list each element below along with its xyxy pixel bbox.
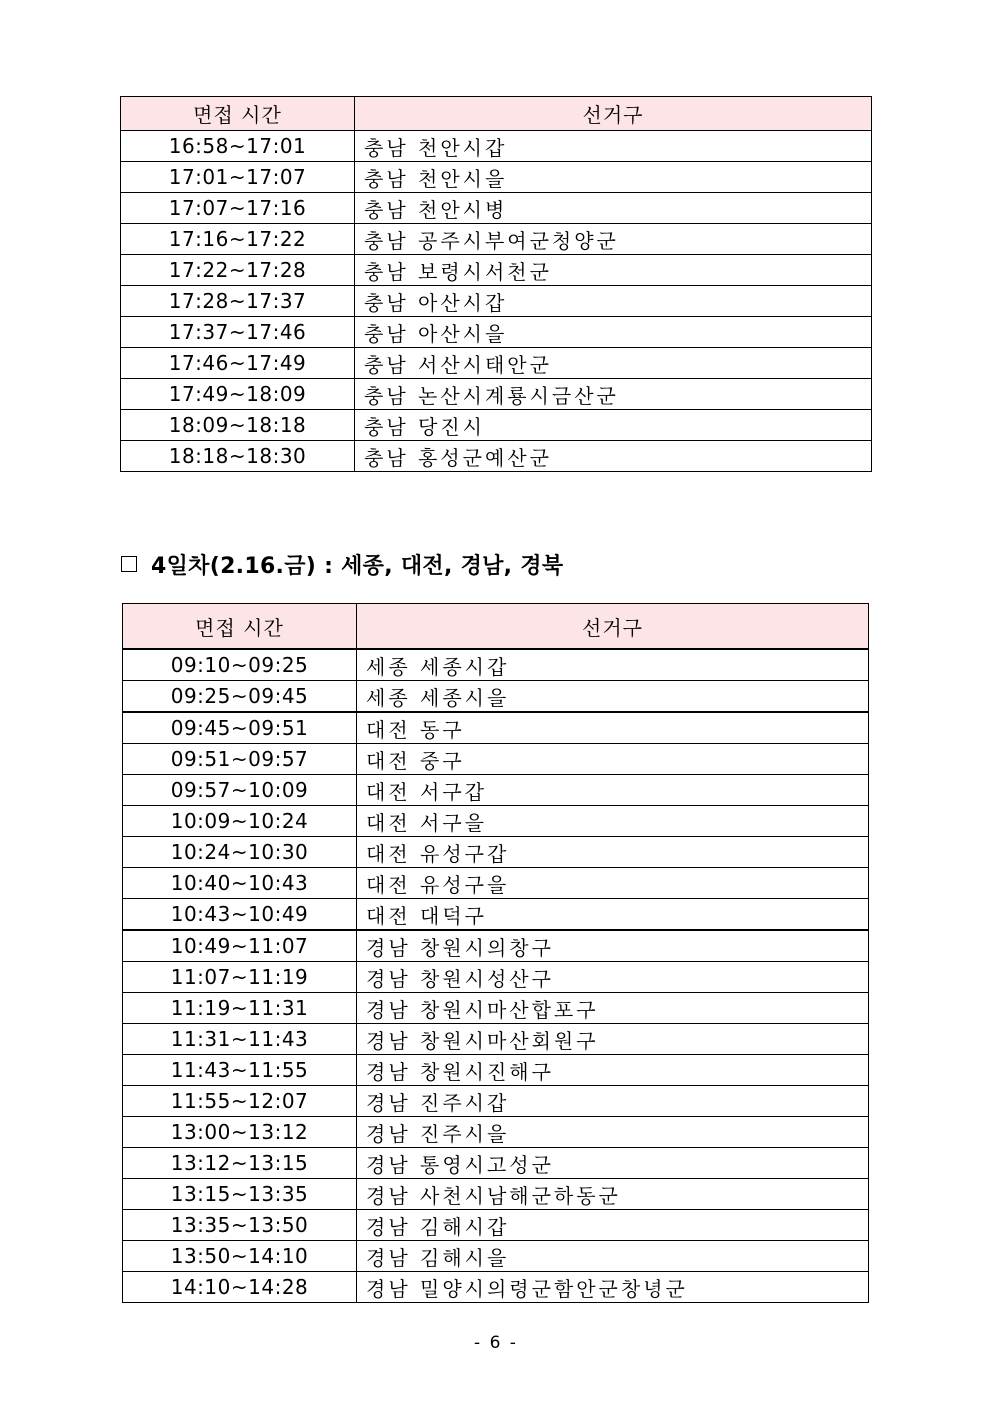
- interview-time: 17:16~17:22: [121, 224, 355, 255]
- interview-time: 11:55~12:07: [123, 1086, 357, 1117]
- interview-time: 11:19~11:31: [123, 993, 357, 1024]
- checkbox-square-icon: [121, 556, 137, 572]
- header-district: 선거구: [357, 604, 869, 650]
- district: 충남 서산시태안군: [355, 348, 872, 379]
- table-row: [123, 1179, 869, 1210]
- district: 세종 세종시을: [357, 681, 869, 713]
- interview-time: 17:37~17:46: [121, 317, 355, 348]
- table-row: [121, 348, 872, 379]
- table-row: [123, 1272, 869, 1303]
- table-row: [123, 1086, 869, 1117]
- interview-time: 17:46~17:49: [121, 348, 355, 379]
- district: 경남 밀양시의령군함안군창녕군: [357, 1272, 869, 1303]
- interview-time: 09:51~09:57: [123, 744, 357, 775]
- table-row: [123, 649, 869, 681]
- table-row: [123, 837, 869, 868]
- district: 충남 논산시계룡시금산군: [355, 379, 872, 410]
- interview-time: 17:01~17:07: [121, 162, 355, 193]
- district: 대전 서구을: [357, 806, 869, 837]
- table-row: [123, 806, 869, 837]
- table-row: [123, 993, 869, 1024]
- table-row: [123, 1241, 869, 1272]
- district: 충남 공주시부여군청양군: [355, 224, 872, 255]
- district: 세종 세종시갑: [357, 649, 869, 681]
- interview-time: 17:22~17:28: [121, 255, 355, 286]
- table-row: [123, 712, 869, 744]
- district: 충남 당진시: [355, 410, 872, 441]
- table-row: [121, 441, 872, 472]
- district: 경남 진주시을: [357, 1117, 869, 1148]
- table-row: [123, 1024, 869, 1055]
- table-row: [121, 255, 872, 286]
- interview-time: 09:45~09:51: [123, 712, 357, 744]
- district: 경남 김해시을: [357, 1241, 869, 1272]
- table-row: [121, 131, 872, 162]
- table-row: [123, 930, 869, 962]
- interview-time: 17:28~17:37: [121, 286, 355, 317]
- district: 충남 홍성군예산군: [355, 441, 872, 472]
- district: 경남 창원시의창구: [357, 930, 869, 962]
- header-district: 선거구: [355, 97, 872, 131]
- district: 대전 동구: [357, 712, 869, 744]
- table-row: [123, 1117, 869, 1148]
- table-header-row: [123, 604, 869, 650]
- interview-time: 10:49~11:07: [123, 930, 357, 962]
- interview-time: 13:50~14:10: [123, 1241, 357, 1272]
- district: 경남 김해시갑: [357, 1210, 869, 1241]
- table-row: [123, 681, 869, 713]
- district: 경남 통영시고성군: [357, 1148, 869, 1179]
- interview-time: 11:07~11:19: [123, 962, 357, 993]
- interview-time: 17:49~18:09: [121, 379, 355, 410]
- table-row: [123, 1055, 869, 1086]
- district: 충남 천안시병: [355, 193, 872, 224]
- interview-time: 16:58~17:01: [121, 131, 355, 162]
- table-row: [123, 899, 869, 931]
- table-row: [123, 775, 869, 806]
- district: 경남 창원시마산합포구: [357, 993, 869, 1024]
- interview-time: 18:18~18:30: [121, 441, 355, 472]
- district: 대전 대덕구: [357, 899, 869, 931]
- interview-time: 17:07~17:16: [121, 193, 355, 224]
- table-row: [121, 193, 872, 224]
- district: 경남 진주시갑: [357, 1086, 869, 1117]
- schedule-table-day4: [122, 603, 869, 1303]
- page-number: - 6 -: [474, 1333, 518, 1353]
- section-heading-text: 4일차(2.16.금) : 세종, 대전, 경남, 경북: [151, 553, 564, 579]
- district: 경남 창원시마산회원구: [357, 1024, 869, 1055]
- header-interview-time: 면접 시간: [123, 604, 357, 650]
- interview-time: 09:25~09:45: [123, 681, 357, 713]
- schedule-table-day3-continued: [120, 96, 872, 472]
- section-heading-day4: [121, 547, 563, 581]
- interview-time: 11:31~11:43: [123, 1024, 357, 1055]
- district: 대전 유성구갑: [357, 837, 869, 868]
- table-row: [123, 1148, 869, 1179]
- interview-time: 13:35~13:50: [123, 1210, 357, 1241]
- district: 충남 아산시갑: [355, 286, 872, 317]
- interview-time: 14:10~14:28: [123, 1272, 357, 1303]
- district: 충남 천안시을: [355, 162, 872, 193]
- interview-time: 18:09~18:18: [121, 410, 355, 441]
- table-row: [121, 379, 872, 410]
- district: 대전 유성구을: [357, 868, 869, 899]
- table-row: [123, 962, 869, 993]
- table-row: [123, 744, 869, 775]
- table-row: [121, 410, 872, 441]
- interview-time: 10:43~10:49: [123, 899, 357, 931]
- district: 경남 창원시성산구: [357, 962, 869, 993]
- district: 대전 서구갑: [357, 775, 869, 806]
- district: 경남 창원시진해구: [357, 1055, 869, 1086]
- district: 충남 천안시갑: [355, 131, 872, 162]
- interview-time: 13:00~13:12: [123, 1117, 357, 1148]
- interview-time: 11:43~11:55: [123, 1055, 357, 1086]
- table-header-row: [121, 97, 872, 131]
- header-interview-time: 면접 시간: [121, 97, 355, 131]
- district: 대전 중구: [357, 744, 869, 775]
- interview-time: 09:10~09:25: [123, 649, 357, 681]
- district: 충남 아산시을: [355, 317, 872, 348]
- table-row: [121, 224, 872, 255]
- interview-time: 13:12~13:15: [123, 1148, 357, 1179]
- table-row: [121, 162, 872, 193]
- interview-time: 10:09~10:24: [123, 806, 357, 837]
- interview-time: 10:24~10:30: [123, 837, 357, 868]
- interview-time: 13:15~13:35: [123, 1179, 357, 1210]
- table-row: [123, 1210, 869, 1241]
- district: 경남 사천시남해군하동군: [357, 1179, 869, 1210]
- interview-time: 09:57~10:09: [123, 775, 357, 806]
- interview-time: 10:40~10:43: [123, 868, 357, 899]
- table-row: [123, 868, 869, 899]
- table-row: [121, 317, 872, 348]
- district: 충남 보령시서천군: [355, 255, 872, 286]
- table-row: [121, 286, 872, 317]
